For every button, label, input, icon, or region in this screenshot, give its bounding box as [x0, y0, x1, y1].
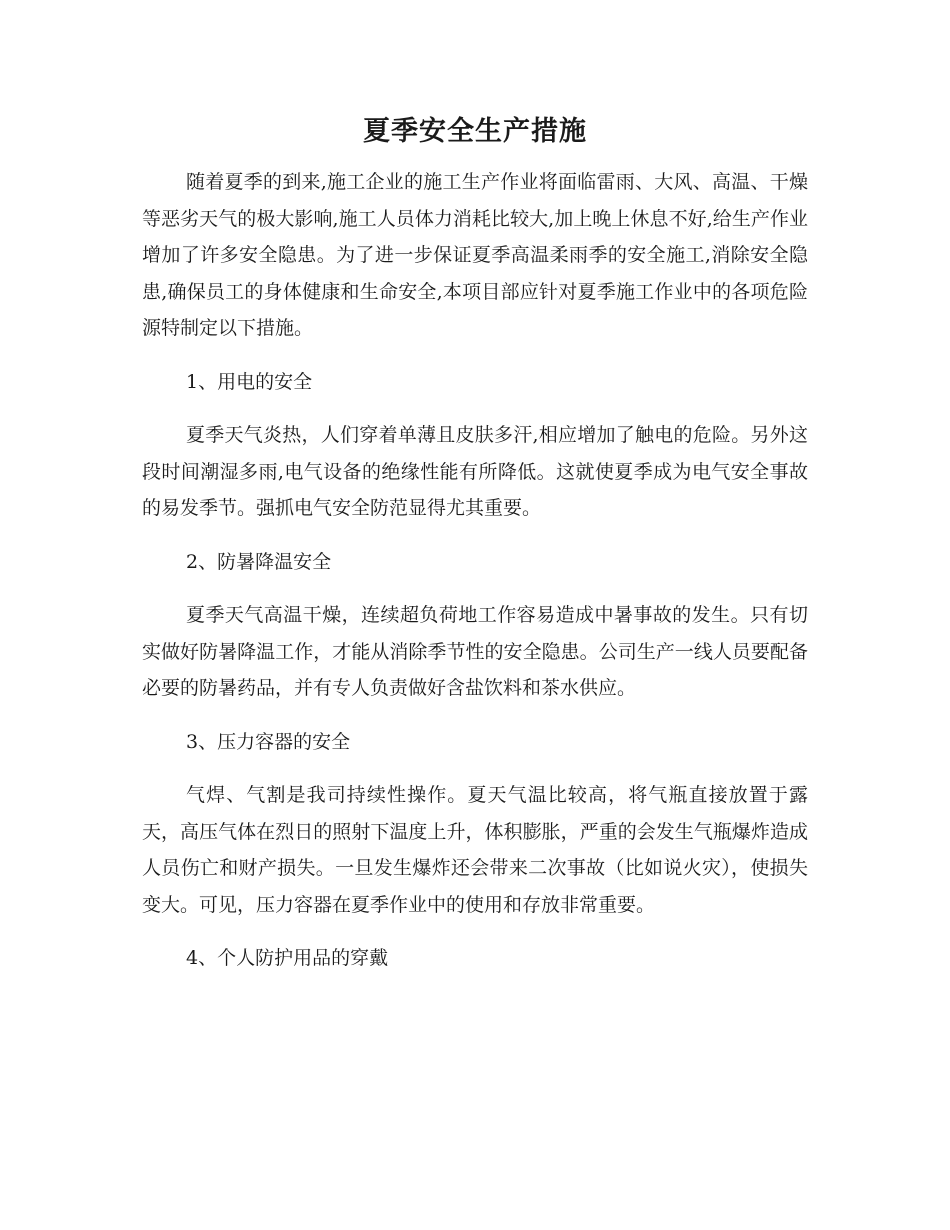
- intro-paragraph: 随着夏季的到来,施工企业的施工生产作业将面临雷雨、大风、高温、干燥等恶劣天气的极大影响,施工人员体力消耗比较大,加上晚上休息不好,给生产作业增加了许多安全隐患。为了进一步保证夏季高温柔雨季的安全施工,消除安全隐患,确保员工的身体健康和生命安全,本项目部应针对夏季施工作业中的各项危险源特制定以下措施。: [142, 171, 808, 339]
- document-body: [142, 164, 808, 994]
- section-heading-electricity: 1、用电的安全: [186, 370, 313, 393]
- section-body-heatstroke: 夏季天气高温干燥，连续超负荷地工作容易造成中暑事故的发生。只有切实做好防暑降温工作，才能从消除季节性的安全隐患。公司生产一线人员要配备必要的防暑药品，并有专人负责做好含盐饮料和茶水供应。: [142, 604, 808, 699]
- section-body-pressure-vessel: 气焊、气割是我司持续性操作。夏天气温比较高，将气瓶直接放置于露天，高压气体在烈日的照射下温度上升，体积膨胀，严重的会发生气瓶爆炸造成人员伤亡和财产损失。一旦发生爆炸还会带来二次事故（比如说火灾），使损失变大。可见，压力容器在夏季作业中的使用和存放非常重要。: [142, 784, 808, 916]
- section-heading-protective-equipment: 4、个人防护用品的穿戴: [186, 947, 389, 969]
- document-title: 夏季安全生产措施: [363, 116, 587, 147]
- section-heading-heatstroke: 2、防暑降温安全: [186, 550, 332, 573]
- section-body-electricity: 夏季天气炎热，人们穿着单薄且皮肤多汗,相应增加了触电的危险。另外这段时间潮湿多雨,电气设备的绝缘性能有所降低。这就使夏季成为电气安全事故的易发季节。强抓电气安全防范显得尤其重要。: [142, 424, 808, 519]
- section-heading-pressure-vessel: 3、压力容器的安全: [186, 730, 351, 753]
